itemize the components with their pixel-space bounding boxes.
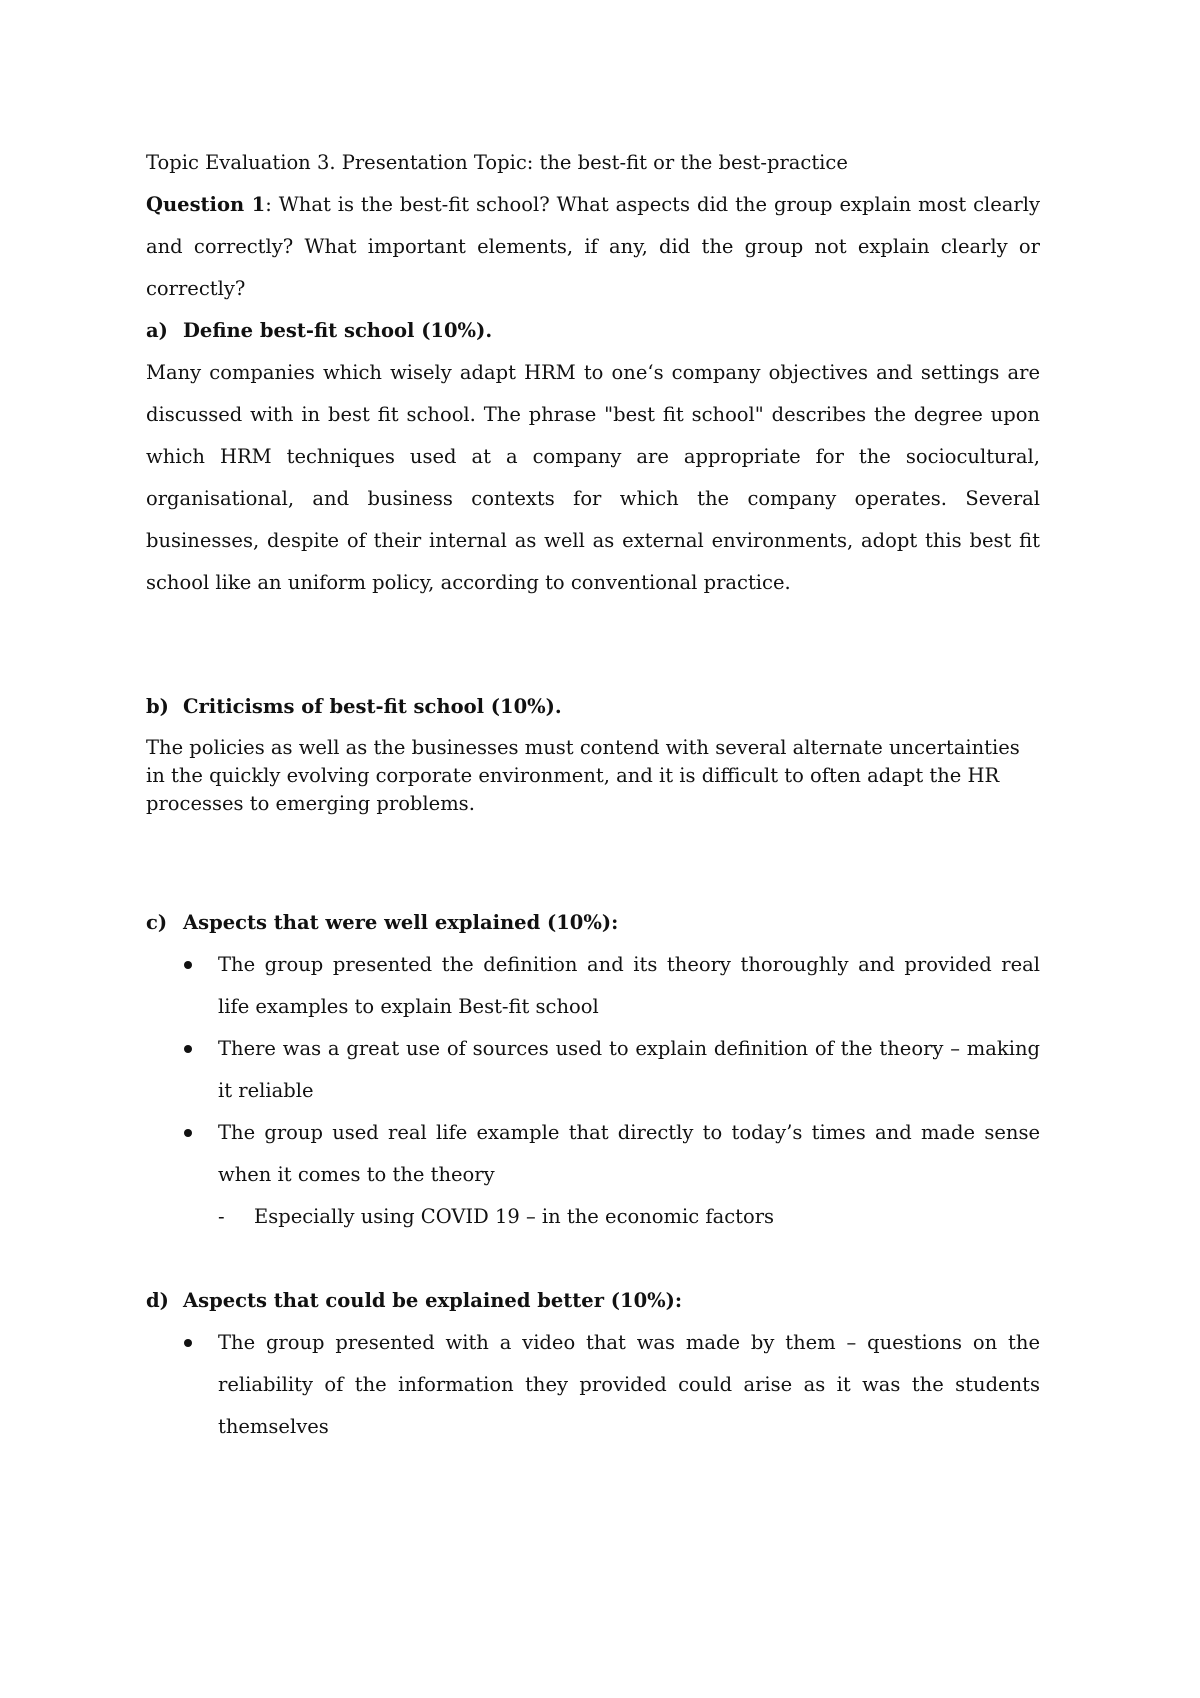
list-item-text: The group presented the definition and its theory thoroughly and provided real life examples to explain Best-fit school xyxy=(218,953,1040,1018)
bullet-icon xyxy=(184,961,192,969)
section-b-heading xyxy=(146,686,1040,728)
sub-list-item-text: Especially using COVID 19 – in the economic factors xyxy=(254,1205,775,1228)
section-c-label: c) xyxy=(146,911,168,934)
dash-marker: - xyxy=(218,1205,225,1228)
section-d-heading xyxy=(146,1280,1040,1322)
question-paragraph xyxy=(146,184,1040,310)
question-text: : What is the best-fit school? What aspects did the group explain most clearly and correctly? What important elements, if any, did the group not explain clearly or correctly? xyxy=(146,193,1040,300)
section-a-label: a) xyxy=(146,319,168,342)
section-a-heading xyxy=(146,310,1040,352)
sub-list-item xyxy=(146,1196,1040,1238)
spacer xyxy=(146,604,1040,686)
list-item xyxy=(146,1112,1040,1196)
spacer xyxy=(146,818,1040,902)
bullet-icon xyxy=(184,1339,192,1347)
question-label: Question 1 xyxy=(146,193,266,216)
list-item xyxy=(146,1322,1040,1448)
section-a-body: Many companies which wisely adapt HRM to one‘s company objectives and settings are discussed with in best fit school. The phrase "best fit school" describes the degree upon which HRM techniques used at a company are appropriate for the sociocultural, organisational, and business contexts for which the company operates. Several businesses, despite of their internal as well as external environments, adopt this best fit school like an uniform policy, according to conventional practice. xyxy=(146,361,1040,594)
list-item xyxy=(146,1028,1040,1112)
section-b-title: Criticisms of best-fit school (10%). xyxy=(183,695,562,718)
section-c-bullet-list xyxy=(146,944,1040,1196)
list-item xyxy=(146,944,1040,1028)
section-b-label: b) xyxy=(146,695,169,718)
document-body xyxy=(146,142,1040,1448)
section-d-label: d) xyxy=(146,1289,169,1312)
list-item-text: There was a great use of sources used to explain definition of the theory – making it reliable xyxy=(218,1037,1040,1102)
document-title: Topic Evaluation 3. Presentation Topic: the best-fit or the best-practice xyxy=(146,151,848,174)
list-item-text: The group presented with a video that was made by them – questions on the reliability of the information they provided could arise as it was the students themselves xyxy=(218,1331,1040,1438)
section-c-heading xyxy=(146,902,1040,944)
bullet-icon xyxy=(184,1045,192,1053)
section-d-title: Aspects that could be explained better (10%): xyxy=(183,1289,683,1312)
section-a-title: Define best-fit school (10%). xyxy=(183,319,493,342)
bullet-icon xyxy=(184,1129,192,1137)
spacer xyxy=(146,1238,1040,1280)
list-item-text: The group used real life example that directly to today’s times and made sense when it comes to the theory xyxy=(218,1121,1040,1186)
section-c-title: Aspects that were well explained (10%): xyxy=(183,911,619,934)
section-b-body: The policies as well as the businesses must contend with several alternate uncertainties in the quickly evolving corporate environment, and it is difficult to often adapt the HR processes to emerging problems. xyxy=(146,736,1020,815)
section-d-bullet-list xyxy=(146,1322,1040,1448)
